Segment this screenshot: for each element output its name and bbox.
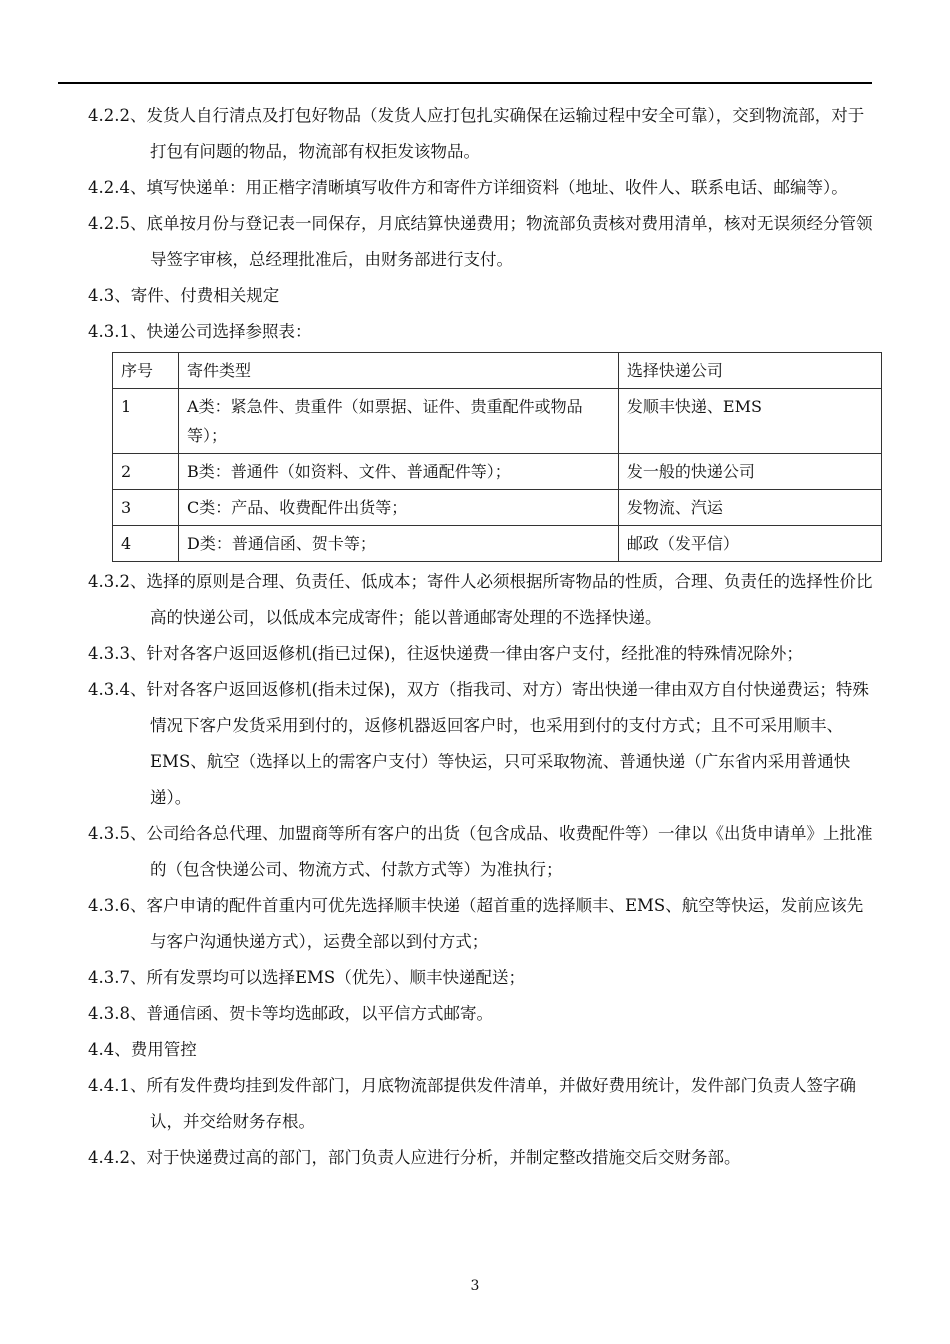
- paragraph-4-3-5: 4.3.5、公司给各总代理、加盟商等所有客户的出货（包含成品、收费配件等）一律以《出货申请单》上批准的（包含快递公司、物流方式、付款方式等）为准执行；: [88, 824, 873, 879]
- table-row: [113, 454, 882, 490]
- table-row: [113, 389, 882, 454]
- courier-selection-table: [112, 352, 882, 562]
- document-body: [88, 98, 878, 1176]
- paragraph-4-2-5: 4.2.5、底单按月份与登记表一同保存，月底结算快递费用；物流部负责核对费用清单，核对无误须经分管领导签字审核，总经理批准后，由财务部进行支付。: [88, 214, 873, 269]
- cell-type: A类：紧急件、贵重件（如票据、证件、贵重配件或物品等）；: [179, 389, 619, 454]
- header-index: 序号: [113, 353, 179, 389]
- paragraph-4-4-1: 4.4.1、所有发件费均挂到发件部门，月底物流部提供发件清单，并做好费用统计，发件部门负责人签字确认，并交给财务存根。: [88, 1076, 856, 1131]
- header-rule: [58, 82, 872, 84]
- paragraph-4-2-2: 4.2.2、发货人自行清点及打包好物品（发货人应打包扎实确保在运输过程中安全可靠），交到物流部，对于打包有问题的物品，物流部有权拒发该物品。: [88, 106, 865, 161]
- header-courier: 选择快递公司: [618, 353, 881, 389]
- cell-courier: 发物流、汽运: [618, 490, 881, 526]
- paragraph-4-2-4: 4.2.4、填写快递单：用正楷字清晰填写收件方和寄件方详细资料（地址、收件人、联系电话、邮编等）。: [88, 178, 848, 197]
- section-heading-4-3: 4.3、寄件、付费相关规定: [88, 286, 280, 305]
- cell-index: 4: [113, 526, 179, 562]
- paragraph-4-4-2: 4.4.2、对于快递费过高的部门，部门负责人应进行分析，并制定整改措施交后交财务部。: [88, 1148, 741, 1167]
- paragraph-4-3-2: 4.3.2、选择的原则是合理、负责任、低成本；寄件人必须根据所寄物品的性质，合理、负责任的选择性价比高的快递公司，以低成本完成寄件；能以普通邮寄处理的不选择快递。: [88, 572, 873, 627]
- page-number: 3: [470, 1278, 480, 1294]
- cell-index: 2: [113, 454, 179, 490]
- cell-courier: 发一般的快递公司: [618, 454, 881, 490]
- paragraph-4-3-7: 4.3.7、所有发票均可以选择EMS（优先）、顺丰快递配送；: [88, 968, 525, 987]
- table-header-row: [113, 353, 882, 389]
- paragraph-4-3-3: 4.3.3、针对各客户返回返修机(指已过保)，往返快递费一律由客户支付，经批准的特殊情况除外；: [88, 644, 803, 663]
- paragraph-4-3-6: 4.3.6、客户申请的配件首重内可优先选择顺丰快递（超首重的选择顺丰、EMS、航空等快运，发前应该先与客户沟通快递方式），运费全部以到付方式；: [88, 896, 864, 951]
- cell-courier: 发顺丰快递、EMS: [618, 389, 881, 454]
- cell-index: 1: [113, 389, 179, 454]
- header-type: 寄件类型: [179, 353, 619, 389]
- cell-type: C类：产品、收费配件出货等；: [179, 490, 619, 526]
- cell-type: D类：普通信函、贺卡等；: [179, 526, 619, 562]
- cell-type: B类：普通件（如资料、文件、普通配件等）；: [179, 454, 619, 490]
- cell-index: 3: [113, 490, 179, 526]
- cell-courier: 邮政（发平信）: [618, 526, 881, 562]
- table-row: [113, 526, 882, 562]
- item-4-3-1: 4.3.1、快递公司选择参照表：: [88, 322, 312, 341]
- paragraph-4-3-4: 4.3.4、针对各客户返回返修机(指未过保)，双方（指我司、对方）寄出快递一律由双方自付快递费运；特殊情况下客户发货采用到付的，返修机器返回客户时，也采用到付的支付方式；且不可采用顺丰、EMS、航空（选择以上的需客户支付）等快运，只可采取物流、普通快递（广东省内采用普通快递）。: [88, 680, 869, 807]
- section-heading-4-4: 4.4、费用管控: [88, 1040, 197, 1059]
- paragraph-4-3-8: 4.3.8、普通信函、贺卡等均选邮政，以平信方式邮寄。: [88, 1004, 493, 1023]
- table-row: [113, 490, 882, 526]
